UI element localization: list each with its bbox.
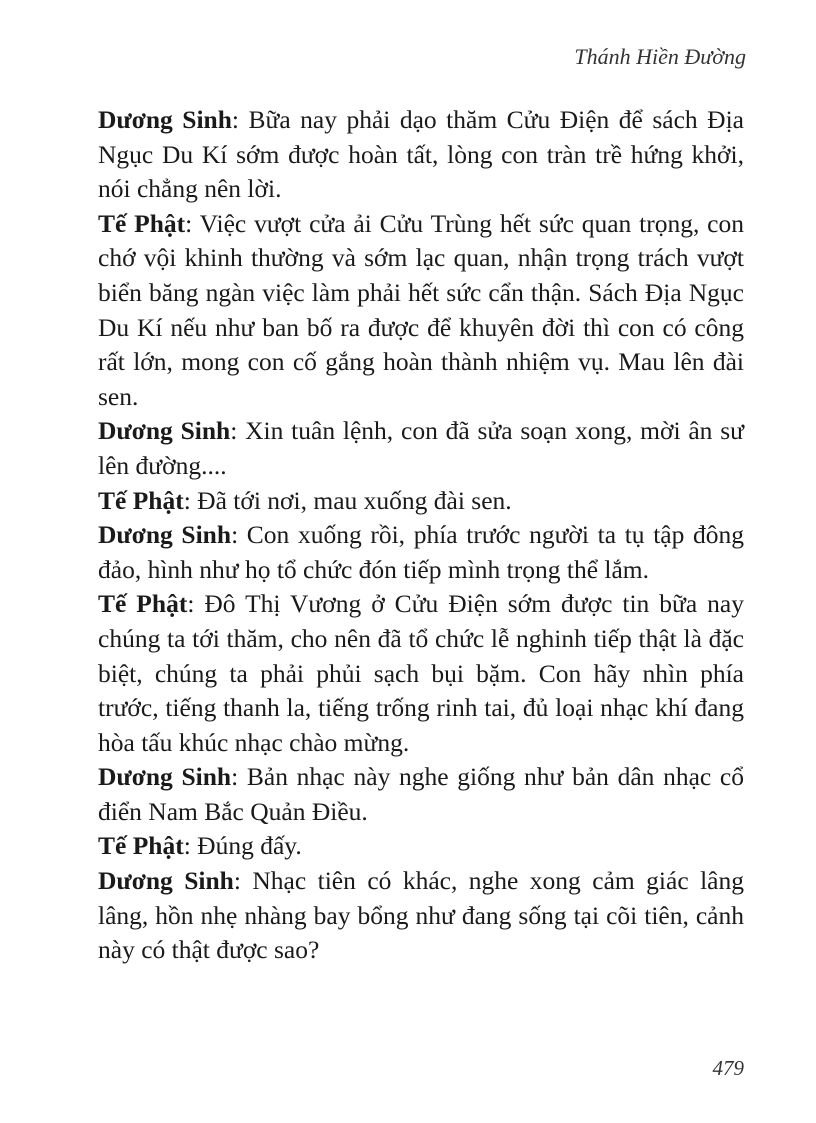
dialogue-text: : Xin tuân lệnh, con đã sửa soạn xong, mời ân sư lên đường.... — [98, 416, 744, 480]
dialogue-text: : Đã tới nơi, mau xuống đài sen. — [183, 485, 512, 515]
speaker-name: Dương Sinh — [98, 105, 232, 134]
speaker-name: Tế Phật — [98, 208, 186, 238]
dialogue-paragraph — [98, 587, 744, 760]
speaker-name: Dương Sinh — [98, 866, 234, 896]
dialogue-paragraph — [98, 207, 744, 415]
speaker-name: Tế Phật — [98, 589, 188, 619]
dialogue-paragraph — [98, 484, 744, 519]
dialogue-paragraph — [98, 518, 744, 587]
page-number: 479 — [712, 1056, 744, 1080]
dialogue-paragraph — [98, 414, 744, 483]
speaker-name: Dương Sinh — [98, 416, 231, 446]
speaker-name: Dương Sinh — [98, 520, 232, 550]
dialogue-paragraph — [98, 829, 744, 864]
dialogue-text: : Đúng đấy. — [183, 831, 302, 861]
dialogue-text: : Bữa nay phải dạo thăm Cửu Điện để sách Địa Ngục Du Kí sớm được hoàn tất, lòng con tràn trề hứng khởi, nói chẳng nên lời. — [98, 105, 744, 204]
dialogue-text: : Con xuống rồi, phía trước người ta tụ tập đông đảo, hình như họ tổ chức đón tiếp mình trọng thể lắm. — [98, 520, 744, 584]
dialogue-paragraph — [98, 864, 744, 968]
dialogue-body — [98, 103, 744, 968]
dialogue-text: : Đô Thị Vương ở Cửu Điện sớm được tin bữa nay chúng ta tới thăm, cho nên đã tổ chức lễ nghinh tiếp thật là đặc biệt, chúng ta phải phủi sạch bụi bặm. Con hãy nhìn phía trước, tiếng thanh la, tiếng trống rinh tai, đủ loại nhạc khí đang hòa tấu khúc nhạc chào mừng. — [98, 589, 744, 757]
dialogue-text: : Nhạc tiên có khác, nghe xong cảm giác lâng lâng, hồn nhẹ nhàng bay bổng như đang sống tại cõi tiên, cảnh này có thật được sao? — [98, 866, 744, 965]
dialogue-text: : Việc vượt cửa ải Cửu Trùng hết sức quan trọng, con chớ vội khinh thường và sớm lạc quan, nhận trọng trách vượt biển băng ngàn việc làm phải hết sức cẩn thận. Sách Địa Ngục Du Kí nếu như ban bố ra được để khuyên đời thì con có công rất lớn, mong con cố gắng hoàn thành nhiệm vụ. Mau lên đài sen. — [98, 208, 744, 411]
speaker-name: Tế Phật — [98, 485, 184, 515]
dialogue-paragraph — [98, 760, 744, 829]
running-title: Thánh Hiền Đường — [574, 44, 746, 69]
dialogue-text: : Bản nhạc này nghe giống như bản dân nhạc cổ điển Nam Bắc Quản Điều. — [98, 762, 744, 826]
speaker-name: Tế Phật — [98, 831, 184, 861]
speaker-name: Dương Sinh — [98, 762, 232, 792]
dialogue-paragraph — [98, 103, 744, 207]
